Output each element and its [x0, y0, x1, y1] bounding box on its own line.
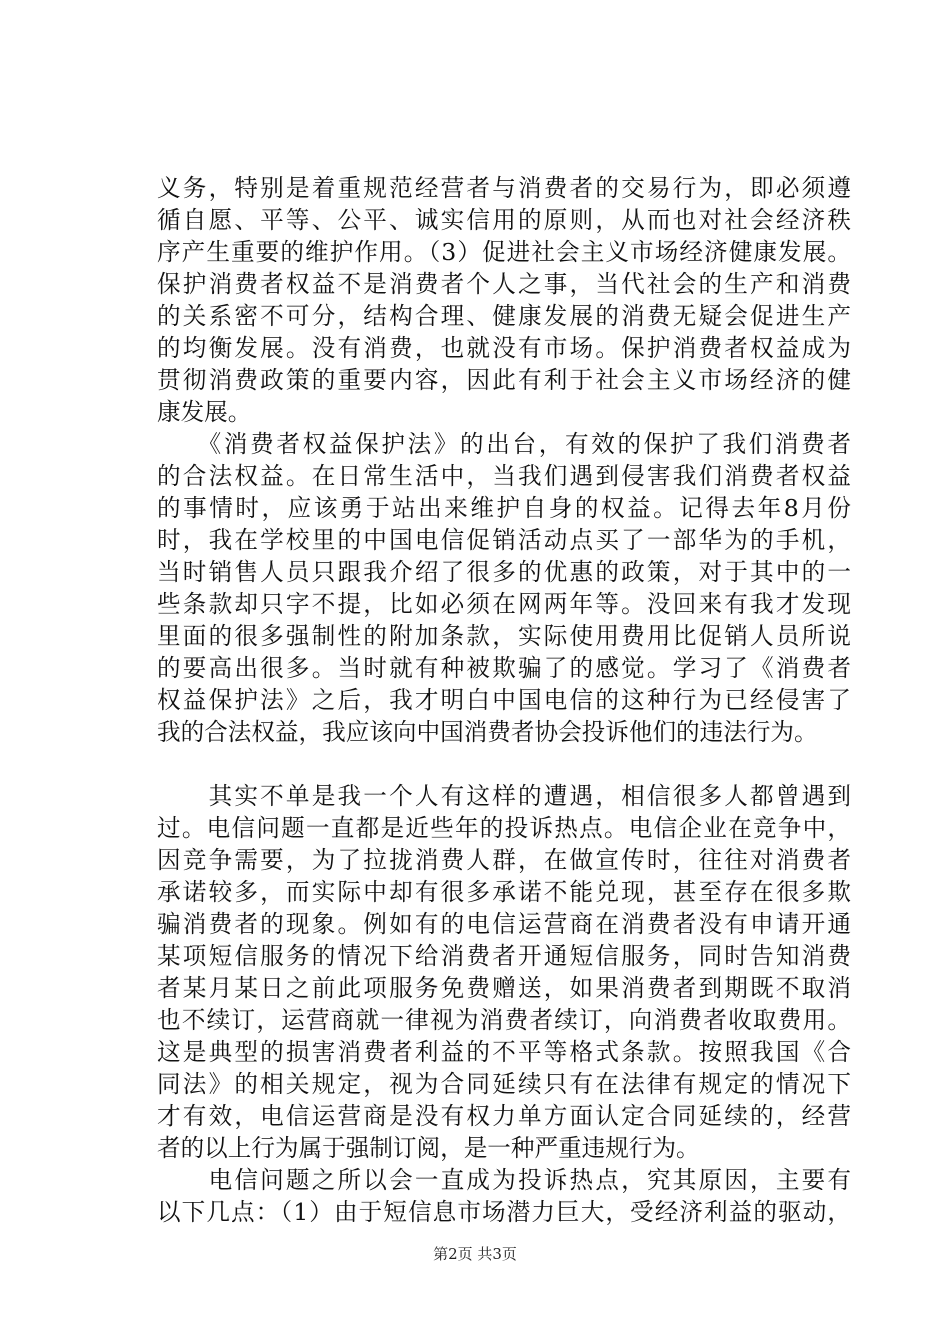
text-line: 过。电信问题一直都是近些年的投诉热点。电信企业在竞争中， — [157, 814, 851, 842]
text-line: 贯彻消费政策的重要内容，因此有利于社会主义市场经济的健 — [157, 366, 851, 394]
text-line: 某项短信服务的情况下给消费者开通短信服务，同时告知消费 — [157, 942, 851, 970]
text-line: 《消费者权益保护法》的出台，有效的保护了我们消费者 — [157, 430, 851, 458]
text-line: 权益保护法》之后，我才明白中国电信的这种行为已经侵害了 — [157, 686, 851, 714]
text-line: 者的以上行为属于强制订阅，是一种严重违规行为。 — [157, 1134, 700, 1162]
paragraph — [157, 428, 851, 748]
text-line: 循自愿、平等、公平、诚实信用的原则，从而也对社会经济秩 — [157, 206, 851, 234]
text-line: 的合法权益。在日常生活中，当我们遇到侵害我们消费者权益 — [157, 462, 851, 490]
paragraph — [157, 1164, 851, 1228]
text-line: 保护消费者权益不是消费者个人之事，当代社会的生产和消费 — [157, 270, 851, 298]
text-line: 康发展。 — [157, 398, 252, 426]
text-line: 其实不单是我一个人有这样的遭遇，相信很多人都曾遇到 — [157, 782, 851, 810]
text-line: 的均衡发展。没有消费，也就没有市场。保护消费者权益成为 — [157, 334, 851, 362]
text-line: 者某月某日之前此项服务免费赠送，如果消费者到期既不取消 — [157, 974, 851, 1002]
text-line: 的事情时，应该勇于站出来维护自身的权益。记得去年8月份 — [157, 494, 851, 522]
text-line: 才有效，电信运营商是没有权力单方面认定合同延续的，经营 — [157, 1102, 851, 1130]
text-line: 骗消费者的现象。例如有的电信运营商在消费者没有申请开通 — [157, 910, 851, 938]
text-line: 里面的很多强制性的附加条款，实际使用费用比促销人员所说 — [157, 622, 851, 650]
text-line: 序产生重要的维护作用。（3）促进社会主义市场经济健康发展。 — [157, 238, 851, 266]
paragraph-spacer — [157, 748, 851, 780]
text-line: 些条款却只字不提，比如必须在网两年等。没回来有我才发现 — [157, 590, 851, 618]
text-line: 因竞争需要，为了拉拢消费人群，在做宣传时，往往对消费者 — [157, 846, 851, 874]
text-line: 也不续订，运营商就一律视为消费者续订，向消费者收取费用。 — [157, 1006, 851, 1034]
text-line: 同法》的相关规定，视为合同延续只有在法律有规定的情况下 — [157, 1070, 851, 1098]
text-line: 我的合法权益，我应该向中国消费者协会投诉他们的违法行为。 — [157, 718, 818, 746]
page-number-footer: 第2页 共3页 — [433, 1245, 517, 1263]
text-line: 以下几点：（1）由于短信息市场潜力巨大，受经济利益的驱动， — [157, 1198, 851, 1226]
document-body — [157, 172, 851, 1228]
text-line: 承诺较多，而实际中却有很多承诺不能兑现，甚至存在很多欺 — [157, 878, 851, 906]
text-line: 的要高出很多。当时就有种被欺骗了的感觉。学习了《消费者 — [157, 654, 851, 682]
text-line: 义务，特别是着重规范经营者与消费者的交易行为，即必须遵 — [157, 174, 851, 202]
text-line: 当时销售人员只跟我介绍了很多的优惠的政策，对于其中的一 — [157, 558, 851, 586]
text-line: 这是典型的损害消费者利益的不平等格式条款。按照我国《合 — [157, 1038, 851, 1066]
paragraph — [157, 172, 851, 428]
paragraph — [157, 780, 851, 1164]
text-line: 的关系密不可分，结构合理、健康发展的消费无疑会促进生产 — [157, 302, 851, 330]
text-line: 电信问题之所以会一直成为投诉热点，究其原因，主要有 — [157, 1166, 851, 1194]
text-line: 时，我在学校里的中国电信促销活动点买了一部华为的手机， — [157, 526, 851, 554]
